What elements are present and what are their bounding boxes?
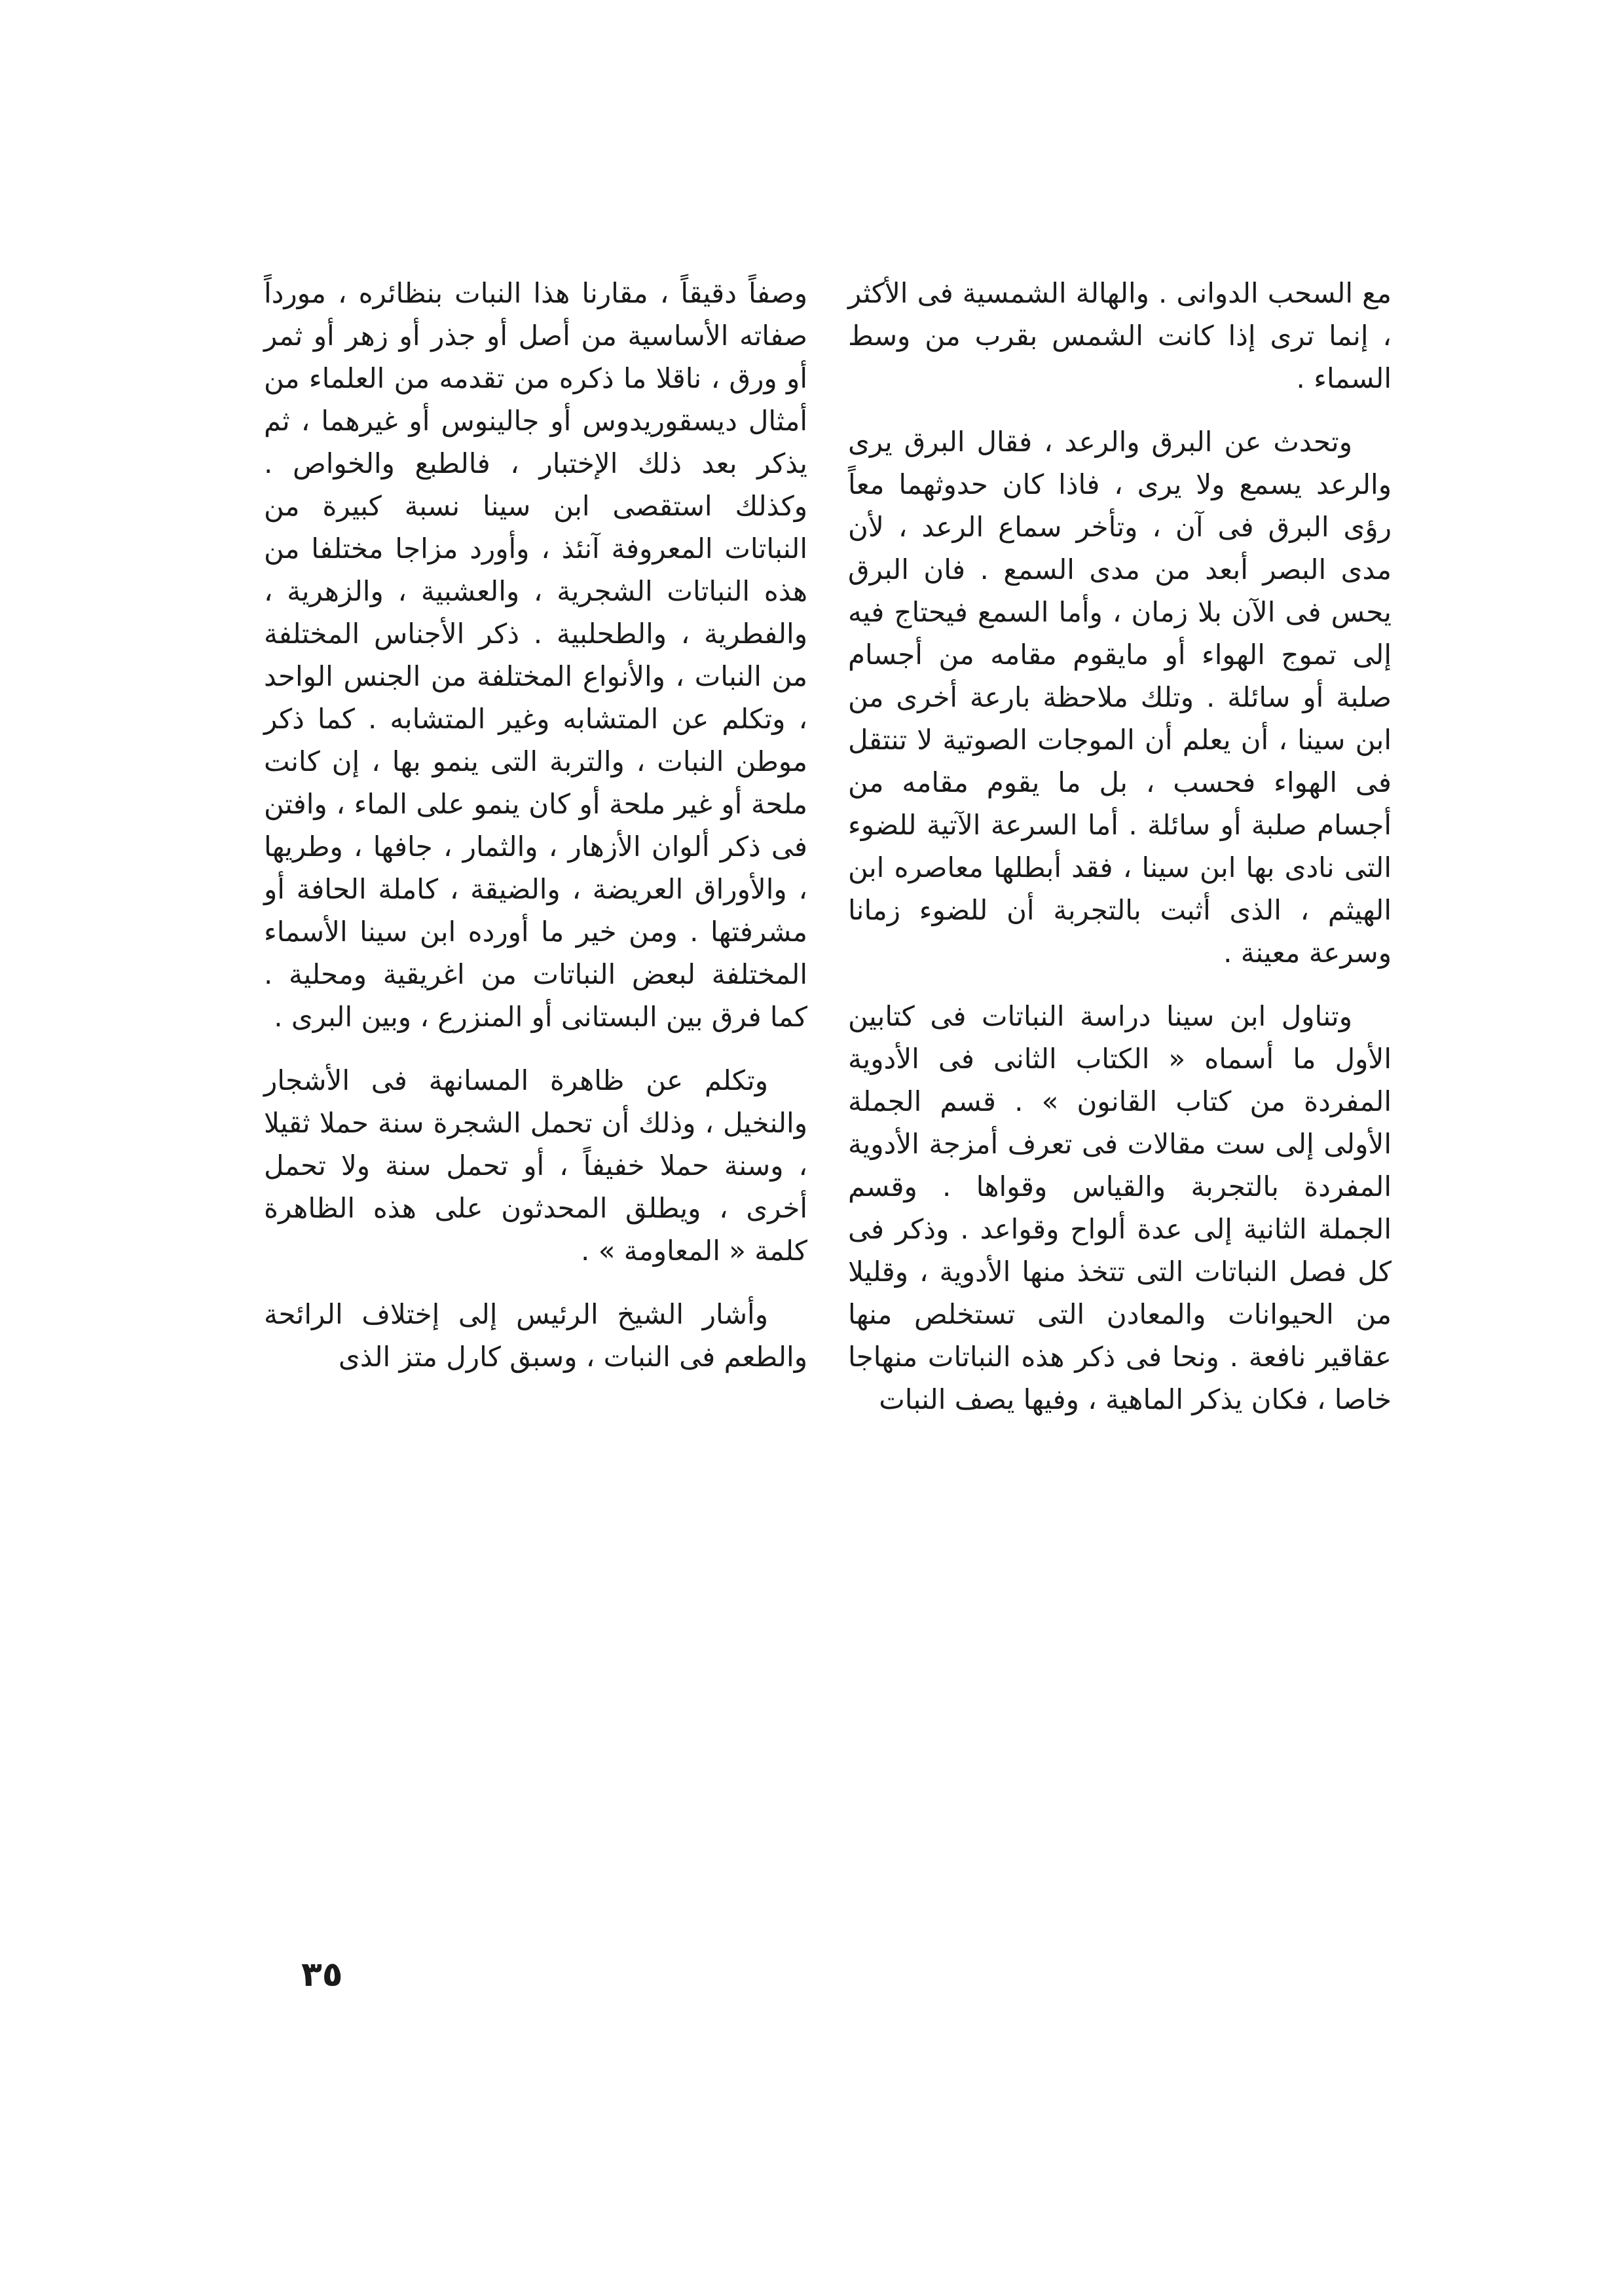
- right-column: [848, 272, 1392, 1442]
- paragraph: وصفاً دقيقاً ، مقارنا هذا النبات بنظائره ، مورداً صفاته الأساسية من أصل أو جذر أو زهر أو ثمر أو ورق ، ناقلا ما ذكره من تقدمه من العلماء من أمثال ديسقوريدوس أو جالينوس أو غيرهما ، ثم يذكر بعد ذلك الإختبار ، فالطبع والخواص . وكذلك استقصى ابن سينا نسبة كبيرة من النباتات المعروفة آنئذ ، وأورد مزاجا مختلفا من هذه النباتات الشجرية ، والعشبية ، والزهرية ، والفطرية ، والطحلبية . ذكر الأجناس المختلفة من النبات ، والأنواع المختلفة من الجنس الواحد ، وتكلم عن المتشابه وغير المتشابه . كما ذكر موطن النبات ، والتربة التى ينمو بها ، إن كانت ملحة أو غير ملحة أو كان ينمو على الماء ، وافتن فى ذكر ألوان الأزهار ، والثمار ، جافها ، وطريها ، والأوراق العريضة ، والضيقة ، كاملة الحافة أو مشرفتها . ومن خير ما أورده ابن سينا الأسماء المختلفة لبعض النباتات من اغريقية ومحلية . كما فرق بين البستانى أو المنزرع ، وبين البرى .: [264, 277, 807, 1033]
- left-column: [264, 272, 807, 1399]
- paragraph: وتحدث عن البرق والرعد ، فقال البرق يرى والرعد يسمع ولا يرى ، فاذا كان حدوثهما معاً رؤى البرق فى آن ، وتأخر سماع الرعد ، لأن مدى البصر أبعد من مدى السمع . فان البرق يحس فى الآن بلا زمان ، وأما السمع فيحتاج فيه إلى تموج الهواء أو مايقوم مقامه من أجسام صلبة أو سائلة . وتلك ملاحظة بارعة أخرى من ابن سينا ، أن يعلم أن الموجات الصوتية لا تنتقل فى الهواء فحسب ، بل ما يقوم مقامه من أجسام صلبة أو سائلة . أما السرعة الآتية للضوء التى نادى بها ابن سينا ، فقد أبطلها معاصره ابن الهيثم ، الذى أثبت بالتجربة أن للضوء زمانا وسرعة معينة .: [848, 426, 1392, 969]
- paragraph: مع السحب الدوانى . والهالة الشمسية فى الأكثر ، إنما ترى إذا كانت الشمس بقرب من وسط السماء .: [848, 277, 1392, 394]
- paragraph: وأشار الشيخ الرئيس إلى إختلاف الرائحة والطعم فى النبات ، وسبق كارل متز الذى: [264, 1298, 807, 1373]
- paragraph: وتكلم عن ظاهرة المسانهة فى الأشجار والنخيل ، وذلك أن تحمل الشجرة سنة حملا ثقيلا ، وسنة حملا خفيفاً ، أو تحمل سنة ولا تحمل أخرى ، ويطلق المحدثون على هذه الظاهرة كلمة « المعاومة » .: [264, 1064, 807, 1267]
- paragraph: وتناول ابن سينا دراسة النباتات فى كتابين الأول ما أسماه « الكتاب الثانى فى الأدوية المفردة من كتاب القانون » . قسم الجملة الأولى إلى ست مقالات فى تعرف أمزجة الأدوية المفردة بالتجربة والقياس وقواها . وقسم الجملة الثانية إلى عدة ألواح وقواعد . وذكر فى كل فصل النباتات التى تتخذ منها الأدوية ، وقليلا من الحيوانات والمعادن التى تستخلص منها عقاقير نافعة . ونحا فى ذكر هذه النباتات منهاجا خاصا ، فكان يذكر الماهية ، وفيها يصف النبات: [848, 1000, 1392, 1415]
- page-number: ٣٥: [301, 1955, 343, 1994]
